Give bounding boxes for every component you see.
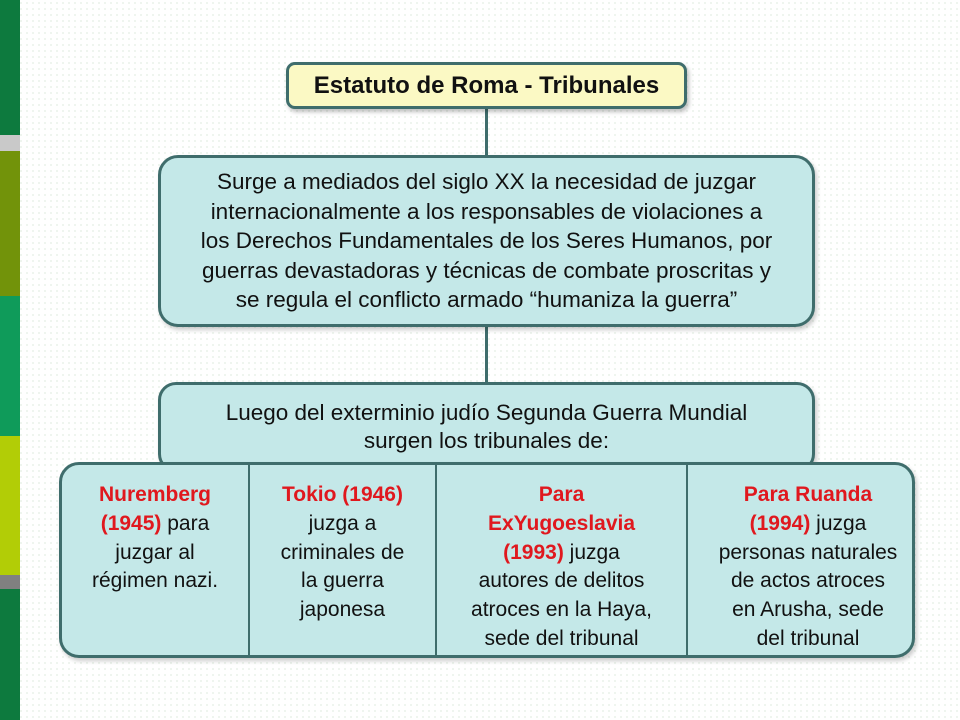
tribunals-lead-box <box>158 382 815 472</box>
tribunal-line <box>250 567 435 596</box>
intro-line: se regula el conflicto armado “humaniza la guerra” <box>235 287 738 313</box>
tribunal-line <box>62 539 248 568</box>
tribunal-line <box>62 481 248 510</box>
tribunal-text: la guerra <box>301 569 384 593</box>
tribunal-line <box>437 625 686 654</box>
tribunal-text: de actos atroces <box>730 569 886 593</box>
lead-line: Luego del exterminio judío Segunda Guerra Mundial <box>225 400 748 425</box>
tribunal-text: personas naturales <box>718 540 898 564</box>
decorative-side-bar <box>0 0 20 720</box>
tribunal-line <box>437 481 686 510</box>
tribunal-text: para <box>161 511 210 535</box>
tribunal-line <box>437 510 686 539</box>
tribunal-highlight: Tokio (1946) <box>282 483 403 506</box>
tribunal-text: juzga <box>563 540 620 564</box>
intro-line: guerras devastadoras y técnicas de combate proscritas y <box>201 257 771 283</box>
side-bar-segment <box>0 296 20 436</box>
tribunal-highlight: Para Ruanda <box>743 483 873 506</box>
tribunal-line <box>704 539 912 568</box>
tribunal-text: juzgar al <box>115 540 195 564</box>
tribunal-line <box>704 625 912 654</box>
diagram-title-box <box>286 62 687 109</box>
tribunals-table <box>59 462 915 658</box>
intro-line: internacionalmente a los responsables de violaciones a <box>210 198 763 224</box>
tribunal-text: japonesa <box>299 598 386 622</box>
tribunal-highlight: (1945) <box>100 511 162 535</box>
tribunal-line <box>704 596 912 625</box>
intro-line: Surge a mediados del siglo XX la necesidad de juzgar <box>216 169 757 195</box>
tribunal-line <box>704 567 912 596</box>
side-bar-segment <box>0 589 20 720</box>
tribunal-tokio-cell <box>250 465 437 655</box>
tribunal-line <box>62 510 248 539</box>
tribunal-line <box>437 596 686 625</box>
tribunal-line <box>437 539 686 568</box>
intro-line: los Derechos Fundamentales de los Seres Humanos, por <box>200 228 773 254</box>
tribunal-line <box>250 481 435 510</box>
side-bar-segment <box>0 436 20 575</box>
tribunal-highlight: (1994) <box>749 511 811 535</box>
tribunal-highlight: (1993) <box>503 540 564 564</box>
tribunal-text: autores de delitos <box>478 569 645 593</box>
tribunal-highlight: Para <box>538 483 585 506</box>
side-bar-segment <box>0 575 20 589</box>
tribunal-text: régimen nazi. <box>91 569 219 593</box>
connector-title-intro <box>485 109 488 155</box>
intro-text <box>201 167 773 315</box>
tribunal-text: en Arusha, sede <box>732 598 884 622</box>
tribunal-text: sede del tribunal <box>484 626 639 650</box>
lead-line: surgen los tribunales de: <box>363 428 610 453</box>
side-bar-segment <box>0 135 20 151</box>
tribunal-line <box>704 481 912 510</box>
tribunal-ruanda-cell <box>688 465 912 655</box>
tribunal-exyugoeslavia-cell <box>437 465 688 655</box>
connector-intro-lead <box>485 327 488 382</box>
intro-box <box>158 155 815 327</box>
tribunal-line <box>704 510 912 539</box>
tribunal-text: juzga a <box>308 511 377 535</box>
tribunal-line <box>62 567 248 596</box>
tribunal-line <box>250 596 435 625</box>
tribunal-highlight: ExYugoeslavia <box>487 511 636 535</box>
tribunal-line <box>250 539 435 568</box>
diagram-title: Estatuto de Roma - Tribunales <box>313 71 660 99</box>
tribunal-text: del tribunal <box>756 626 860 650</box>
tribunal-nuremberg-cell <box>62 465 250 655</box>
tribunal-line <box>437 567 686 596</box>
tribunal-text: atroces en la Haya, <box>471 598 652 622</box>
side-bar-segment <box>0 0 20 135</box>
side-bar-segment <box>0 151 20 296</box>
tribunal-text: juzga <box>810 511 867 535</box>
tribunal-text: criminales de <box>280 540 405 564</box>
tribunal-highlight: Nuremberg <box>98 483 212 506</box>
tribunal-line <box>250 510 435 539</box>
